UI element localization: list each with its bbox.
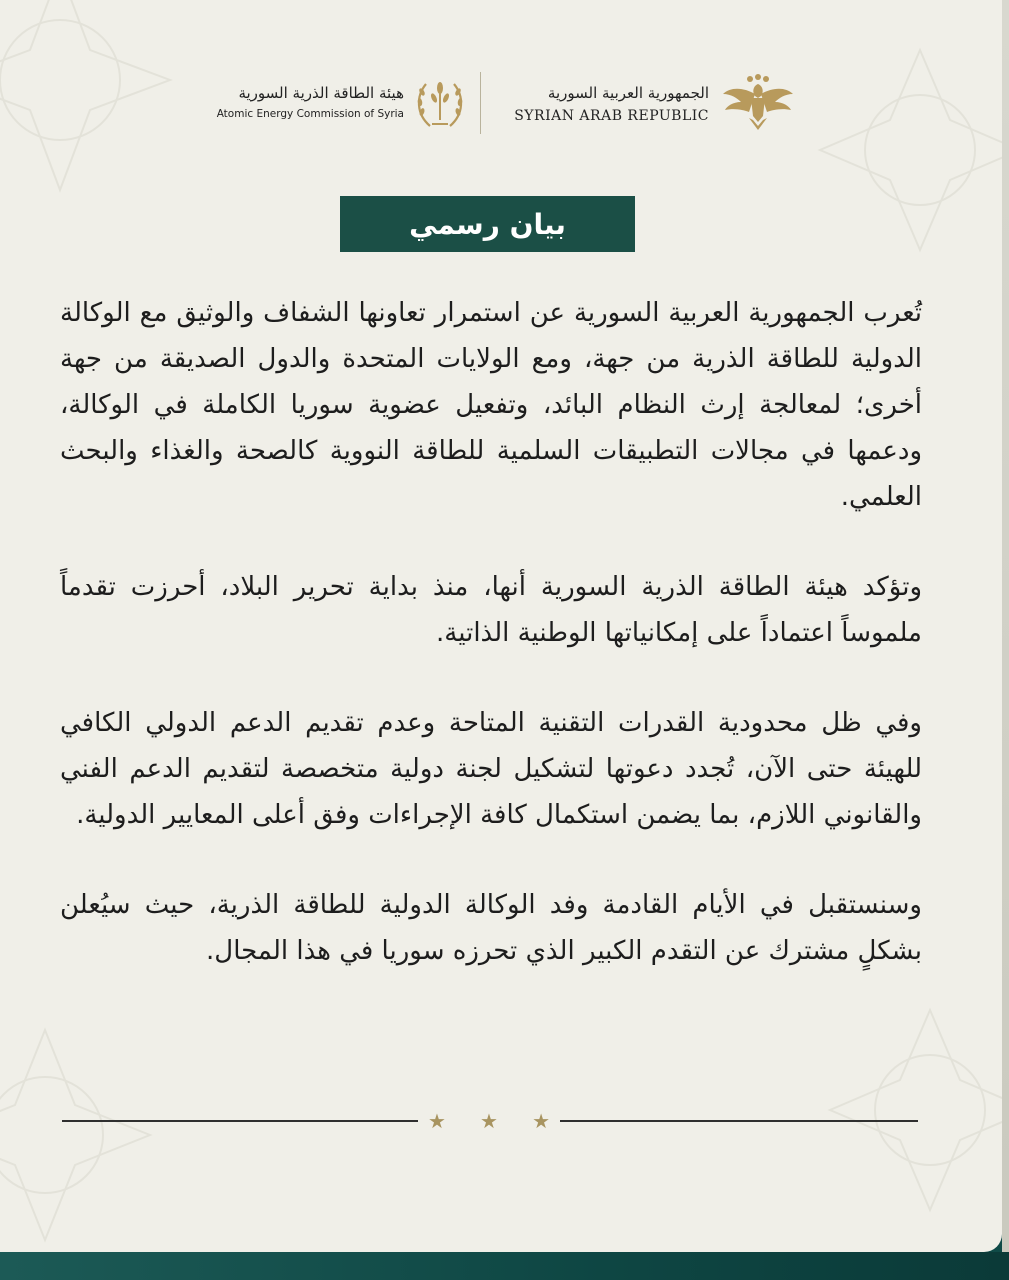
star-icon: ★ [428, 1109, 446, 1133]
republic-name-english: SYRIAN ARAB REPUBLIC [514, 108, 709, 124]
aec-name-english: Atomic Energy Commission of Syria [216, 108, 404, 120]
background-pattern-icon [820, 1000, 1002, 1220]
eagle-emblem-icon [721, 72, 795, 134]
star-icon: ★ [480, 1109, 498, 1133]
footer-stars [428, 1106, 550, 1136]
republic-name-arabic: الجمهورية العربية السورية [547, 84, 709, 102]
footer-rule-right [560, 1120, 918, 1122]
star-icon: ★ [532, 1109, 550, 1133]
wheat-wreath-icon [412, 76, 468, 132]
paragraph: تُعرب الجمهورية العربية السورية عن استمرار تعاونها الشفاف والوثيق مع الوكالة الدولية للطاقة الذرية من جهة، ومع الولايات المتحدة والدول الصديقة من جهة أخرى؛ لمعالجة إرث النظام البائد، وتفعيل عضوية سوريا الكاملة في الوكالة، ودعمها في مجالات التطبيقات السلمية للطاقة النووية كالصحة والغذاء والبحث العلمي. [60, 298, 922, 512]
aec-logo-block [186, 76, 466, 136]
background-pattern-icon [0, 0, 180, 200]
page-edge [1002, 0, 1009, 1280]
background-pattern-icon [0, 1020, 160, 1250]
paragraph: وفي ظل محدودية القدرات التقنية المتاحة وعدم تقديم الدعم الدولي الكافي للهيئة حتى الآن، تُجدد دعوتها لتشكيل لجنة دولية متخصصة لتقديم الدعم الفني والقانوني اللازم، بما يضمن استكمال كافة الإجراءات وفق أعلى المعايير الدولية. [60, 708, 922, 830]
statement-title: بيان رسمي [340, 196, 635, 252]
paragraph: وسنستقبل في الأيام القادمة وفد الوكالة الدولية للطاقة الذرية، حيث سيُعلن بشكلٍ مشترك عن التقدم الكبير الذي تحرزه سوريا في هذا المجال. [60, 890, 922, 966]
aec-name-arabic: هيئة الطاقة الذرية السورية [238, 84, 404, 102]
footer-rule-left [62, 1120, 418, 1122]
header-divider [480, 72, 481, 134]
background-pattern-icon [810, 40, 1002, 260]
statement-body [60, 290, 922, 1018]
republic-logo-block [505, 76, 795, 136]
paragraph: وتؤكد هيئة الطاقة الذرية السورية أنها، منذ بداية تحرير البلاد، أحرزت تقدماً ملموساً اعتماداً على إمكانياتها الوطنية الذاتية. [60, 572, 922, 648]
bottom-frame-strip [0, 1252, 1009, 1280]
